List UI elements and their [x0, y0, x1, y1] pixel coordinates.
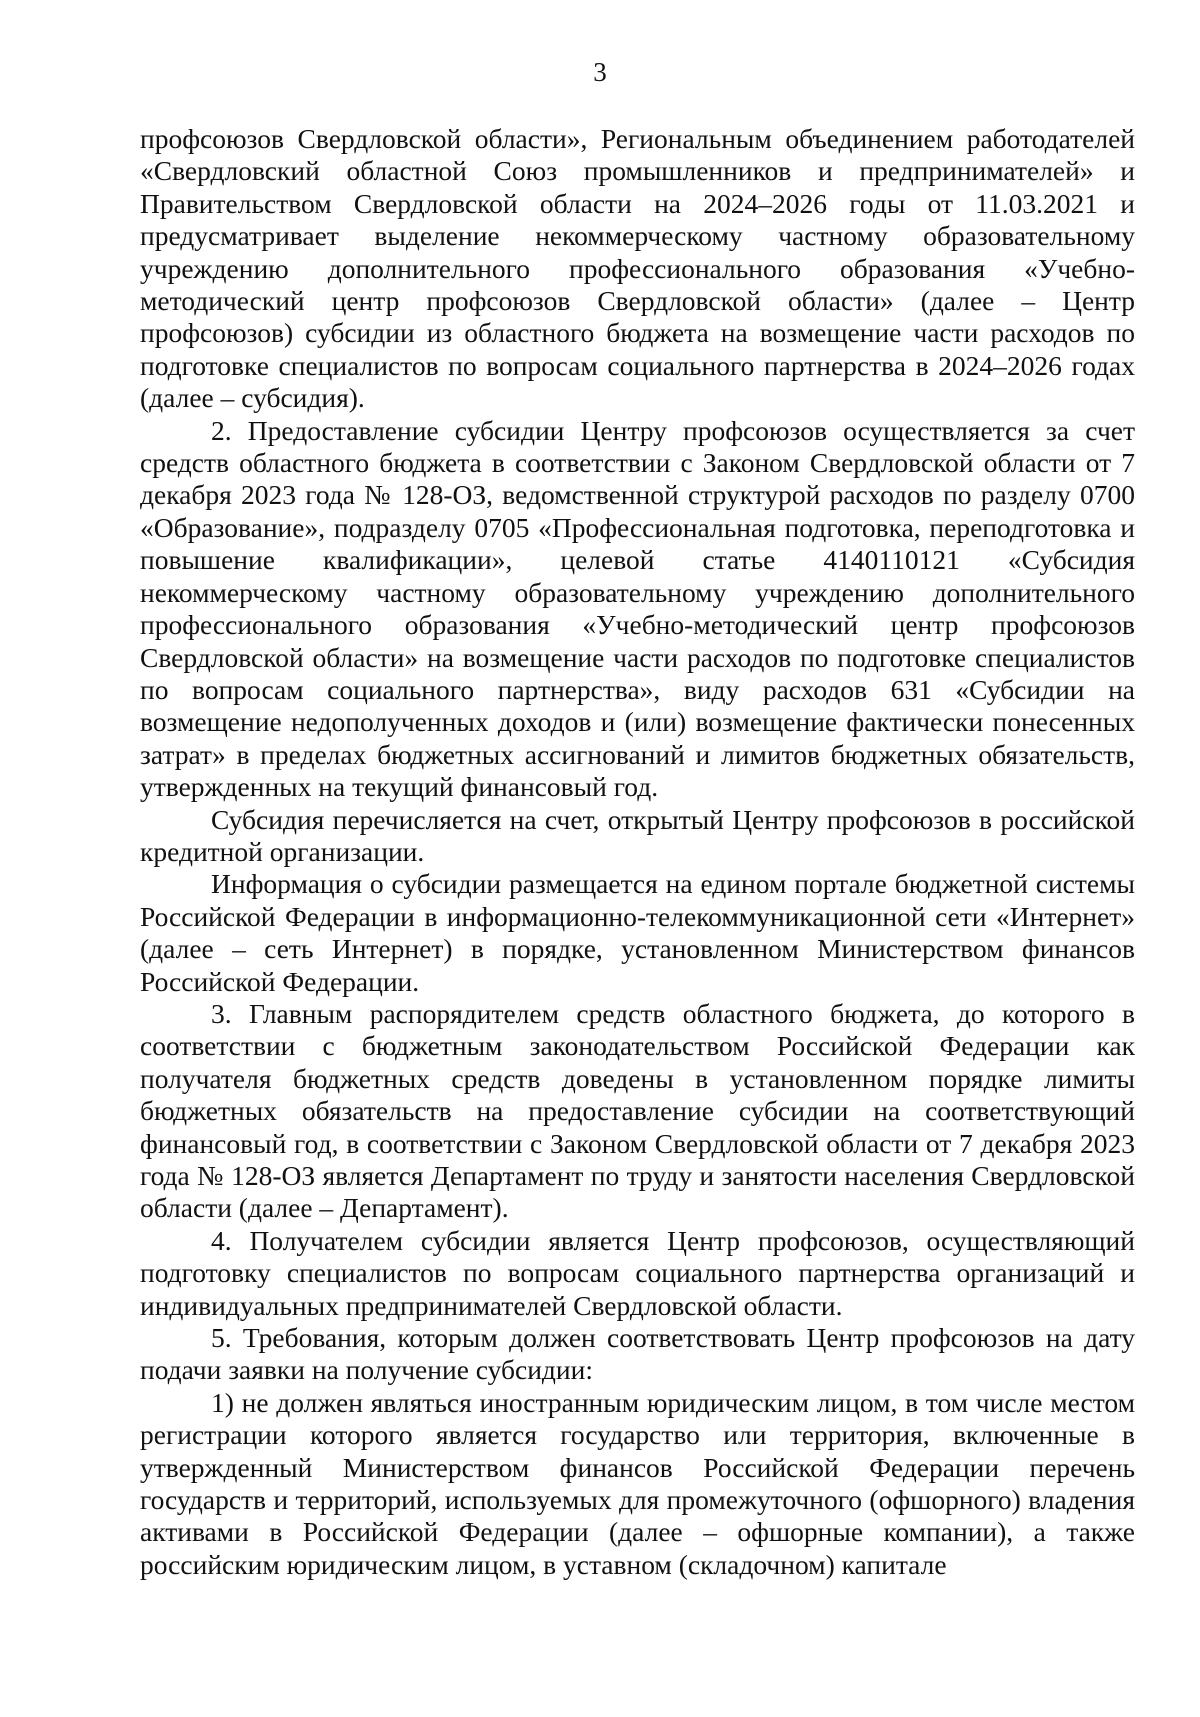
paragraph-continuation: профсоюзов Свердловской области», Региональным объединением работодателей «Свердловский областной Союз промышленников и предпринимателей» и Правительством Свердловской области на 2024–2026 годы от 11.03.2021 и предусматривает выделение некоммерческому частному образовательному учреждению дополнительного профессионального образования «Учебно-методический центр профсоюзов Свердловской области» (далее – Центр профсоюзов) субсидии из областного бюджета на возмещение части расходов по подготовке специалистов по вопросам социального партнерства в 2024–2026 годах (далее – субсидия). — [140, 123, 1135, 414]
paragraph-item-5: 5. Требования, которым должен соответствовать Центр профсоюзов на дату подачи заявки на получение субсидии: — [140, 1322, 1135, 1386]
document-body — [140, 123, 1135, 1581]
page-number: 3 — [593, 57, 607, 87]
paragraph-subsidy-transfer: Субсидия перечисляется на счет, открытый Центру профсоюзов в российской кредитной организации. — [140, 803, 1135, 867]
paragraph-item-2: 2. Предоставление субсидии Центру профсоюзов осуществляется за счет средств областного бюджета в соответствии с Законом Свердловской области от 7 декабря 2023 года № 128-ОЗ, ведомственной структурой расходов по разделу 0700 «Образование», подразделу 0705 «Профессиональная подготовка, переподготовка и повышение квалификации», целевой статье 4140110121 «Субсидия некоммерческому частному образовательному учреждению дополнительного профессионального образования «Учебно-методический центр профсоюзов Свердловской области» на возмещение части расходов по подготовке специалистов по вопросам социального партнерства», виду расходов 631 «Субсидии на возмещение недополученных доходов и (или) возмещение фактически понесенных затрат» в пределах бюджетных ассигнований и лимитов бюджетных обязательств, утвержденных на текущий финансовый год. — [140, 414, 1135, 803]
paragraph-subsidy-info: Информация о субсидии размещается на едином портале бюджетной системы Российской Федерации в информационно-телекоммуникационной сети «Интернет» (далее – сеть Интернет) в порядке, установленном Министерством финансов Российской Федерации. — [140, 868, 1135, 997]
paragraph-item-4: 4. Получателем субсидии является Центр профсоюзов, осуществляющий подготовку специалистов по вопросам социального партнерства организаций и индивидуальных предпринимателей Свердловской области. — [140, 1224, 1135, 1321]
paragraph-item-3: 3. Главным распорядителем средств областного бюджета, до которого в соответствии с бюджетным законодательством Российской Федерации как получателя бюджетных средств доведены в установленном порядке лимиты бюджетных обязательств на предоставление субсидии на соответствующий финансовый год, в соответствии с Законом Свердловской области от 7 декабря 2023 года № 128-ОЗ является Департамент по труду и занятости населения Свердловской области (далее – Департамент). — [140, 997, 1135, 1224]
paragraph-item-5-1: 1) не должен являться иностранным юридическим лицом, в том числе местом регистрации которого является государство или территория, включенные в утвержденный Министерством финансов Российской Федерации перечень государств и территорий, используемых для промежуточного (офшорного) владения активами в Российской Федерации (далее – офшорные компании), а также российским юридическим лицом, в уставном (складочном) капитале — [140, 1386, 1135, 1580]
